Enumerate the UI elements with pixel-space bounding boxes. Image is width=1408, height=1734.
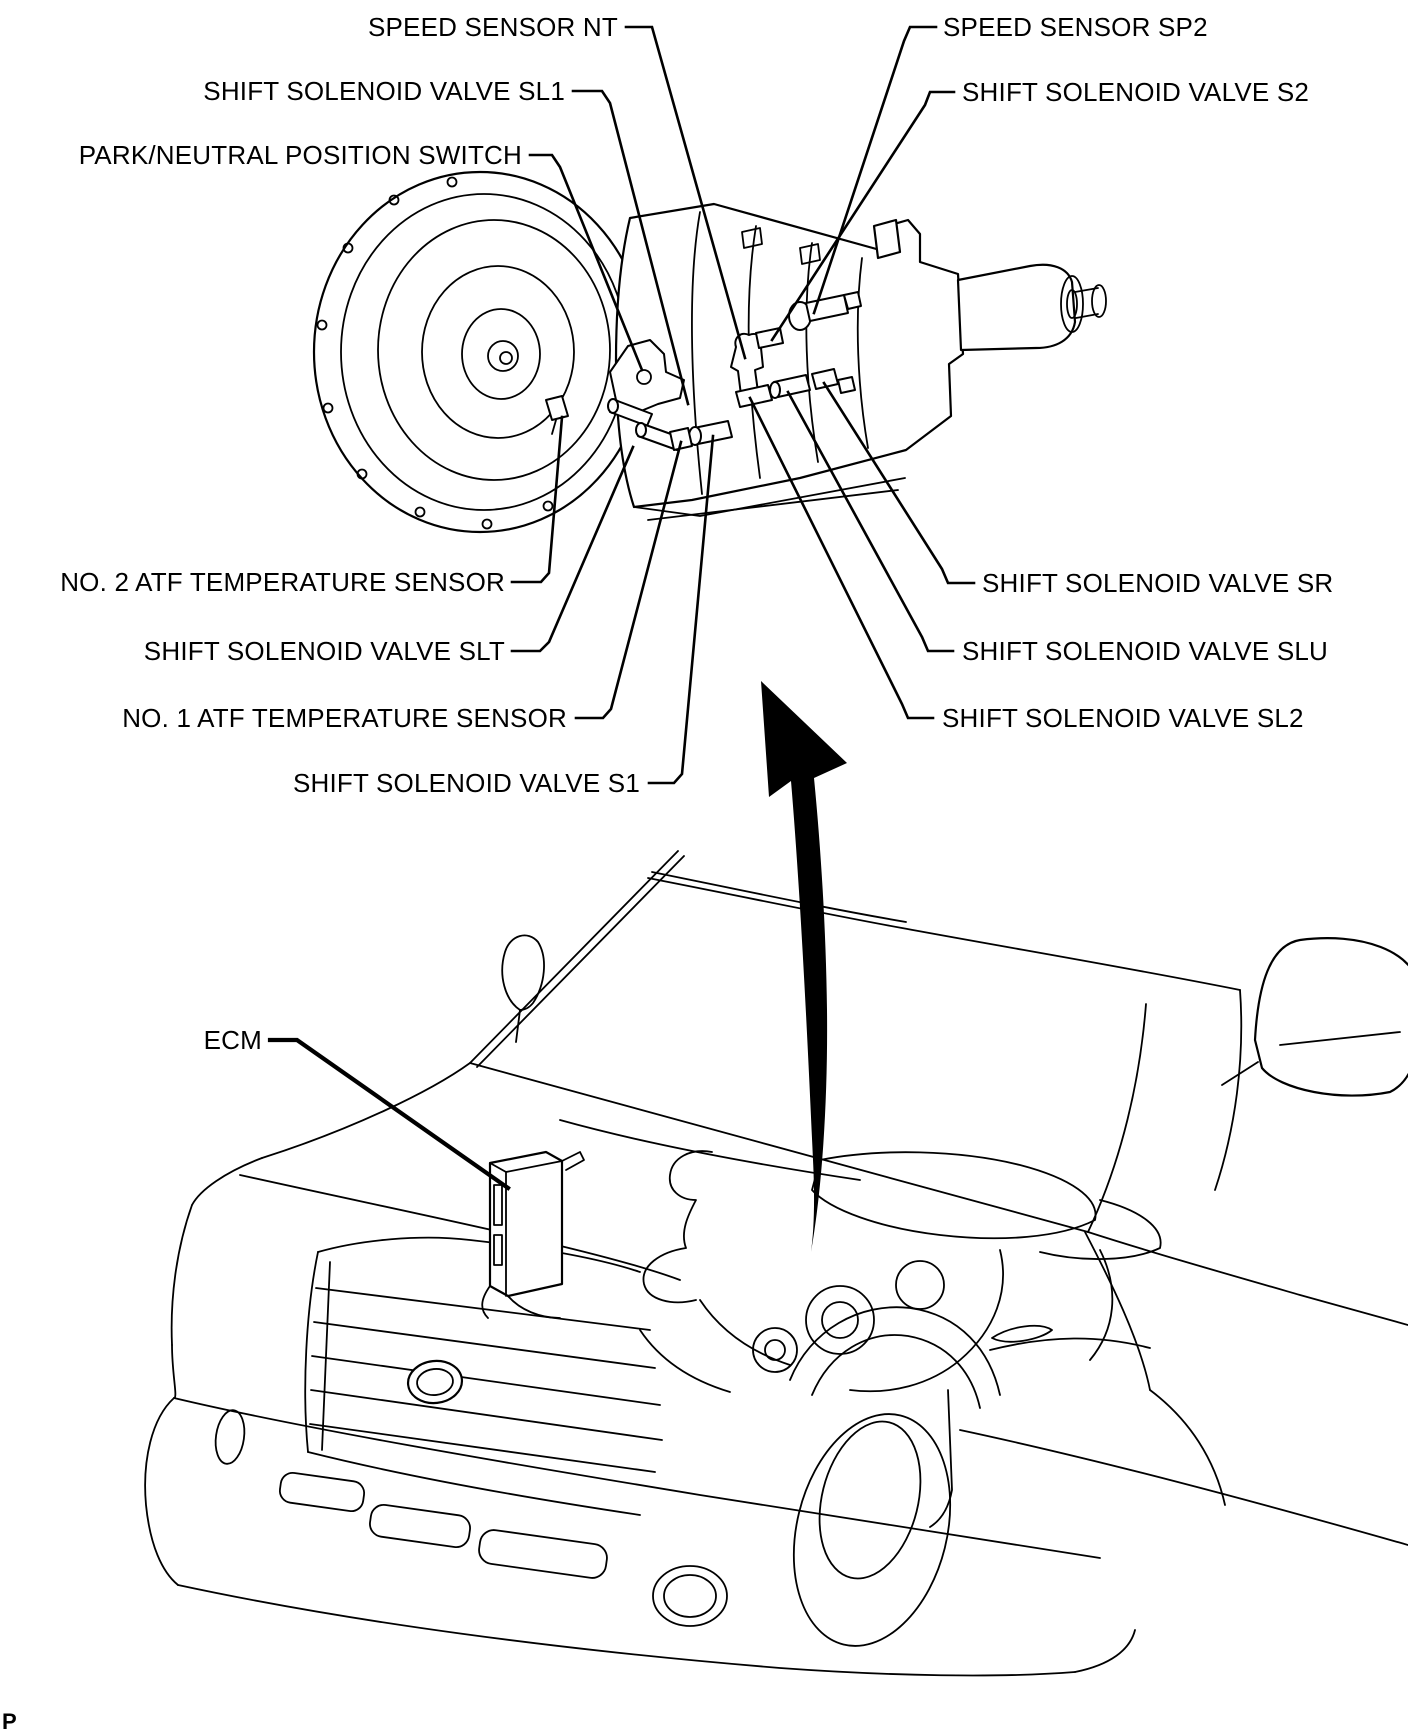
engine-bay: [640, 1151, 1161, 1392]
a-pillar-line: [470, 851, 678, 1063]
truck-drawing: [145, 851, 1408, 1675]
case-top-bracket: [874, 220, 900, 258]
label-shift-solenoid-valve-s2: SHIFT SOLENOID VALVE S2: [962, 77, 1310, 107]
label-ecm: ECM: [203, 1025, 262, 1055]
label-speed-sensor-sp2: SPEED SENSOR SP2: [943, 12, 1208, 42]
label-shift-solenoid-valve-sl2: SHIFT SOLENOID VALVE SL2: [942, 703, 1304, 733]
brand-emblem: [406, 1358, 464, 1405]
label-shift-solenoid-valve-s1: SHIFT SOLENOID VALVE S1: [292, 768, 640, 798]
label-no2-atf-temperature-sensor: NO. 2 ATF TEMPERATURE SENSOR: [60, 567, 505, 597]
ecm-unit: [482, 1152, 584, 1318]
right-fog-lamp: [653, 1566, 727, 1626]
tail-housing: [958, 265, 1106, 350]
bell-housing: [314, 172, 646, 532]
door-crease: [990, 1338, 1150, 1350]
grille: [305, 1238, 662, 1515]
tire: [771, 1397, 974, 1662]
label-speed-sensor-nt: SPEED SENSOR NT: [367, 12, 618, 42]
front-bumper: [145, 1398, 1135, 1675]
label-shift-solenoid-valve-slt: SHIFT SOLENOID VALVE SLT: [143, 636, 505, 666]
bumper-slots: [278, 1471, 608, 1579]
leader-lines: [270, 27, 974, 1188]
roof-line: [652, 872, 906, 922]
front-wheel: [771, 1307, 1000, 1662]
right-pillar-line: [1088, 1004, 1146, 1232]
label-shift-solenoid-valve-slu: SHIFT SOLENOID VALVE SLU: [962, 636, 1329, 666]
pulley: [806, 1286, 874, 1354]
label-shift-solenoid-valve-sl1: SHIFT SOLENOID VALVE SL1: [203, 76, 565, 106]
leader-shift-solenoid-valve-slt: [512, 447, 633, 651]
door-handle: [992, 1326, 1052, 1342]
antenna: [502, 935, 544, 1042]
beltline: [1088, 1232, 1408, 1325]
wheel-rim: [804, 1411, 936, 1589]
left-fog-lamp: [212, 1408, 247, 1465]
label-park-neutral-position-switch: PARK/NEUTRAL POSITION SWITCH: [78, 140, 522, 170]
transmission-case: [616, 204, 1106, 520]
door-window-edge: [1215, 990, 1241, 1190]
side-mirror: [1222, 938, 1408, 1095]
b-pillar-lower: [1150, 1390, 1225, 1505]
label-no1-atf-temperature-sensor: NO. 1 ATF TEMPERATURE SENSOR: [122, 703, 567, 733]
body-crease: [960, 1430, 1408, 1545]
torque-converter-rings: [378, 220, 610, 480]
page-marker: P: [2, 1709, 17, 1734]
hood-left-edge: [262, 1063, 470, 1158]
left-fender-edge: [172, 1205, 192, 1345]
leader-ecm: [270, 1040, 508, 1188]
label-shift-solenoid-valve-sr: SHIFT SOLENOID VALVE SR: [982, 568, 1334, 598]
